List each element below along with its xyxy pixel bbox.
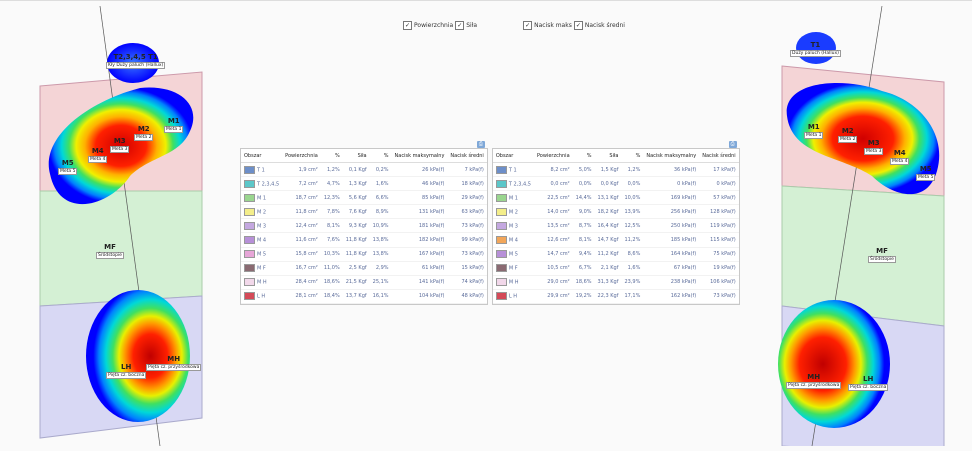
right-zone-m2 bbox=[838, 128, 857, 143]
left-zone-m2 bbox=[134, 126, 153, 141]
table-row[interactable] bbox=[493, 289, 739, 303]
table-row[interactable] bbox=[493, 247, 739, 261]
table-cell-area bbox=[241, 275, 282, 289]
table-cell-p1: 12,3% bbox=[321, 191, 343, 205]
right-foot-map bbox=[772, 6, 972, 446]
table-cell-pavg: 128 kPa(f) bbox=[699, 205, 738, 219]
table-cell-area bbox=[241, 163, 282, 177]
table-cell-surface: 11,8 cm² bbox=[282, 205, 321, 219]
table-cell-area bbox=[241, 191, 282, 205]
table-cell-force: 7,6 Kgf bbox=[343, 205, 370, 219]
color-swatch bbox=[244, 264, 255, 272]
table-cell-pmax: 167 kPa(f) bbox=[392, 247, 448, 261]
table-cell-p1: 14,4% bbox=[573, 191, 595, 205]
checkbox-avg-pressure[interactable] bbox=[574, 21, 625, 30]
zone-name: Śródstopie bbox=[870, 257, 894, 262]
table-row[interactable] bbox=[493, 261, 739, 275]
table-cell-p1: 18,6% bbox=[573, 275, 595, 289]
table-cell-surface: 1,9 cm² bbox=[282, 163, 321, 177]
right-foot-table bbox=[492, 141, 740, 305]
table-cell-p1: 10,3% bbox=[321, 247, 343, 261]
table-cell-pavg: 19 kPa(f) bbox=[699, 261, 738, 275]
area-label: M 2 bbox=[257, 209, 267, 216]
color-swatch bbox=[496, 222, 507, 230]
table-cell-area bbox=[241, 233, 282, 247]
left-foot-map bbox=[30, 6, 230, 446]
table-cell-p2: 8,9% bbox=[370, 205, 392, 219]
color-swatch bbox=[244, 278, 255, 286]
table-cell-pavg: 99 kPa(f) bbox=[447, 233, 486, 247]
table-row[interactable] bbox=[241, 247, 487, 261]
table-cell-force: 11,8 Kgf bbox=[343, 233, 370, 247]
checkbox-label: Nacisk maks bbox=[534, 22, 572, 29]
zone-code: M2 bbox=[137, 125, 150, 133]
table-cell-pmax: 85 kPa(f) bbox=[392, 191, 448, 205]
table-cell-p1: 5,0% bbox=[573, 163, 595, 177]
table-cell-pmax: 181 kPa(f) bbox=[392, 219, 448, 233]
table-cell-pavg: 18 kPa(f) bbox=[447, 177, 486, 191]
table-cell-pavg: 0 kPa(f) bbox=[699, 177, 738, 191]
table-cell-pavg: 74 kPa(f) bbox=[447, 275, 486, 289]
zone-code: M5 bbox=[919, 165, 932, 173]
table-cell-p1: 4,7% bbox=[321, 177, 343, 191]
table-cell-pavg: 17 kPa(f) bbox=[699, 163, 738, 177]
table-cell-area bbox=[493, 205, 534, 219]
right-zone-m4 bbox=[890, 150, 909, 165]
zone-code: LH bbox=[863, 375, 874, 383]
table-cell-surface: 0,0 cm² bbox=[534, 177, 573, 191]
col-area: Obszar bbox=[493, 149, 534, 163]
table-cell-pavg: 48 kPa(f) bbox=[447, 289, 486, 303]
table-cell-surface: 28,4 cm² bbox=[282, 275, 321, 289]
table-cell-area bbox=[241, 247, 282, 261]
area-label: M H bbox=[257, 279, 267, 286]
zone-name: Meta 1 bbox=[166, 127, 182, 132]
color-swatch bbox=[496, 180, 507, 188]
table-cell-p1: 11,0% bbox=[321, 261, 343, 275]
table-cell-pavg: 119 kPa(f) bbox=[699, 219, 738, 233]
table-cell-force: 5,6 Kgf bbox=[343, 191, 370, 205]
table-row[interactable] bbox=[241, 177, 487, 191]
table-cell-surface: 11,6 cm² bbox=[282, 233, 321, 247]
table-cell-area bbox=[493, 177, 534, 191]
display-options bbox=[403, 21, 625, 30]
area-label: M 4 bbox=[508, 237, 518, 244]
table-cell-pmax: 131 kPa(f) bbox=[392, 205, 448, 219]
col-pct2: % bbox=[370, 149, 392, 163]
table-cell-force: 22,3 Kgf bbox=[595, 289, 622, 303]
left-zone-mf bbox=[96, 244, 124, 259]
table-cell-p2: 16,1% bbox=[370, 289, 392, 303]
table-cell-pmax: 36 kPa(f) bbox=[643, 163, 699, 177]
table-cell-surface: 14,7 cm² bbox=[534, 247, 573, 261]
left-zone-toes bbox=[106, 54, 165, 69]
zone-name: Pięta cz. boczna bbox=[108, 373, 145, 378]
checkbox-label: Nacisk średni bbox=[584, 22, 625, 29]
zone-name: Kły Duży paluch (Hallux) bbox=[108, 63, 164, 68]
left-foot-pressure-svg bbox=[30, 6, 230, 446]
zone-name: Meta 5 bbox=[60, 169, 76, 174]
col-area: Obszar bbox=[241, 149, 282, 163]
table-cell-p1: 9,0% bbox=[573, 205, 595, 219]
color-swatch bbox=[496, 236, 507, 244]
table-cell-p1: 0,0% bbox=[573, 177, 595, 191]
table-cell-p2: 11,2% bbox=[621, 233, 643, 247]
color-swatch bbox=[496, 194, 507, 202]
table-cell-p1: 8,1% bbox=[573, 233, 595, 247]
table-cell-area bbox=[493, 191, 534, 205]
zone-name: Meta 3 bbox=[866, 149, 882, 154]
zone-name: Meta 4 bbox=[90, 157, 106, 162]
table-cell-pavg: 57 kPa(f) bbox=[699, 191, 738, 205]
table-row[interactable] bbox=[493, 233, 739, 247]
table-cell-force: 1,5 Kgf bbox=[595, 163, 622, 177]
color-swatch bbox=[244, 250, 255, 258]
table-cell-p2: 23,9% bbox=[621, 275, 643, 289]
table-cell-p2: 10,0% bbox=[621, 191, 643, 205]
zone-name: Pięta cz. boczna bbox=[850, 385, 887, 390]
table-cell-p1: 8,7% bbox=[573, 219, 595, 233]
table-cell-pmax: 164 kPa(f) bbox=[643, 247, 699, 261]
table-cell-area bbox=[241, 205, 282, 219]
table-cell-p1: 18,4% bbox=[321, 289, 343, 303]
table-cell-surface: 8,2 cm² bbox=[534, 163, 573, 177]
table-cell-pmax: 0 kPa(f) bbox=[643, 177, 699, 191]
table-row[interactable] bbox=[493, 205, 739, 219]
color-swatch bbox=[496, 292, 507, 300]
color-swatch bbox=[244, 236, 255, 244]
table-cell-surface: 28,1 cm² bbox=[282, 289, 321, 303]
table-cell-p1: 6,7% bbox=[573, 261, 595, 275]
zone-code: T2,3,4,5 T1 bbox=[113, 53, 158, 61]
table-row[interactable] bbox=[493, 163, 739, 177]
table-cell-pavg: 73 kPa(f) bbox=[447, 247, 486, 261]
table-cell-force: 0,1 Kgf bbox=[343, 163, 370, 177]
table-cell-p2: 6,6% bbox=[370, 191, 392, 205]
left-zone-mh bbox=[146, 356, 201, 371]
table-cell-surface: 22,5 cm² bbox=[534, 191, 573, 205]
color-swatch bbox=[496, 278, 507, 286]
table-cell-p1: 8,1% bbox=[321, 219, 343, 233]
table-cell-surface: 29,9 cm² bbox=[534, 289, 573, 303]
table-cell-p1: 9,4% bbox=[573, 247, 595, 261]
left-zone-m5 bbox=[58, 160, 77, 175]
table-cell-surface: 16,7 cm² bbox=[282, 261, 321, 275]
right-zone-m1 bbox=[804, 124, 823, 139]
col-pct1: % bbox=[321, 149, 343, 163]
right-zone-m3 bbox=[864, 140, 883, 155]
table-cell-force: 13,1 Kgf bbox=[595, 191, 622, 205]
table-cell-p1: 7,6% bbox=[321, 233, 343, 247]
table-row[interactable] bbox=[241, 275, 487, 289]
col-pavg: Nacisk średni bbox=[447, 149, 486, 163]
checkbox-max-pressure[interactable] bbox=[523, 21, 572, 30]
zone-name: Meta 5 bbox=[918, 175, 934, 180]
right-zone-mf bbox=[868, 248, 896, 263]
zone-name: Meta 1 bbox=[806, 133, 822, 138]
table-cell-surface: 12,4 cm² bbox=[282, 219, 321, 233]
table-cell-area bbox=[241, 219, 282, 233]
col-surface: Powierzchnia bbox=[534, 149, 573, 163]
table-row[interactable] bbox=[493, 275, 739, 289]
left-zone-lh bbox=[106, 364, 146, 379]
table-row[interactable] bbox=[241, 219, 487, 233]
table-row[interactable] bbox=[493, 177, 739, 191]
check-icon: ✓ bbox=[404, 22, 411, 29]
left-zone-m1 bbox=[164, 118, 183, 133]
table-row[interactable] bbox=[241, 205, 487, 219]
table-cell-area bbox=[493, 275, 534, 289]
zone-code: T1 bbox=[810, 41, 821, 49]
color-swatch bbox=[496, 166, 507, 174]
table-cell-pavg: 106 kPa(f) bbox=[699, 275, 738, 289]
checkbox-label: Siła bbox=[466, 22, 478, 29]
table-cell-p2: 25,1% bbox=[370, 275, 392, 289]
table-cell-area bbox=[493, 247, 534, 261]
table-cell-area bbox=[241, 261, 282, 275]
table-cell-p2: 13,8% bbox=[370, 247, 392, 261]
zone-code: MF bbox=[104, 243, 116, 251]
table-cell-force: 14,7 Kgf bbox=[595, 233, 622, 247]
area-label: M 5 bbox=[257, 251, 267, 258]
area-label: T 1 bbox=[257, 167, 265, 174]
table-cell-force: 0,0 Kgf bbox=[595, 177, 622, 191]
col-force: Siła bbox=[343, 149, 370, 163]
area-label: M 4 bbox=[257, 237, 267, 244]
table-cell-area bbox=[493, 289, 534, 303]
table-cell-p1: 7,8% bbox=[321, 205, 343, 219]
table-cell-surface: 29,0 cm² bbox=[534, 275, 573, 289]
right-zone-mh bbox=[786, 374, 841, 389]
col-pct2: % bbox=[621, 149, 643, 163]
table-cell-p2: 12,5% bbox=[621, 219, 643, 233]
color-swatch bbox=[496, 264, 507, 272]
table-cell-p2: 1,6% bbox=[370, 177, 392, 191]
zone-code: M4 bbox=[91, 147, 104, 155]
zone-code: MH bbox=[167, 355, 181, 363]
table-cell-p2: 1,6% bbox=[621, 261, 643, 275]
checkbox-label: Powierzchnia bbox=[414, 22, 454, 29]
table-cell-p2: 13,9% bbox=[621, 205, 643, 219]
table-cell-pavg: 73 kPa(f) bbox=[699, 289, 738, 303]
area-label: L H bbox=[257, 293, 266, 300]
check-icon: ✓ bbox=[575, 22, 581, 29]
area-label: M 1 bbox=[257, 195, 267, 202]
zone-name: Meta 2 bbox=[136, 135, 152, 140]
zone-name: Duży paluch (Hallux) bbox=[792, 51, 839, 56]
table-cell-force: 1,3 Kgf bbox=[343, 177, 370, 191]
table-cell-pmax: 26 kPa(f) bbox=[392, 163, 448, 177]
check-icon: ✓ bbox=[457, 22, 463, 29]
table-cell-pavg: 29 kPa(f) bbox=[447, 191, 486, 205]
table-cell-area bbox=[493, 219, 534, 233]
table-cell-force: 13,7 Kgf bbox=[343, 289, 370, 303]
table-cell-p1: 1,2% bbox=[321, 163, 343, 177]
table-cell-pmax: 141 kPa(f) bbox=[392, 275, 448, 289]
table-cell-pavg: 7 kPa(f) bbox=[447, 163, 486, 177]
stats-tables bbox=[240, 141, 740, 305]
left-zone-m3 bbox=[110, 138, 129, 153]
col-pmax: Nacisk maksymalny bbox=[392, 149, 448, 163]
table-cell-p1: 18,6% bbox=[321, 275, 343, 289]
zone-name: Śródstopie bbox=[98, 253, 122, 258]
table-cell-force: 18,2 Kgf bbox=[595, 205, 622, 219]
table-row[interactable] bbox=[493, 219, 739, 233]
zone-code: LH bbox=[121, 363, 132, 371]
table-cell-pmax: 182 kPa(f) bbox=[392, 233, 448, 247]
table-cell-p2: 2,9% bbox=[370, 261, 392, 275]
zone-code: M4 bbox=[893, 149, 906, 157]
table-cell-area bbox=[241, 289, 282, 303]
zone-code: M3 bbox=[867, 139, 880, 147]
table-cell-pmax: 67 kPa(f) bbox=[643, 261, 699, 275]
area-label: L H bbox=[508, 293, 517, 300]
table-cell-pmax: 61 kPa(f) bbox=[392, 261, 448, 275]
color-swatch bbox=[244, 194, 255, 202]
area-label: T 2,3,4,5 bbox=[257, 181, 280, 188]
table-cell-pmax: 104 kPa(f) bbox=[392, 289, 448, 303]
table-row[interactable] bbox=[241, 191, 487, 205]
table-row[interactable] bbox=[241, 289, 487, 303]
left-zone-m4 bbox=[88, 148, 107, 163]
table-row[interactable] bbox=[493, 191, 739, 205]
zone-name: Meta 3 bbox=[112, 147, 128, 152]
col-pct1: % bbox=[573, 149, 595, 163]
table-cell-surface: 14,0 cm² bbox=[534, 205, 573, 219]
right-zone-t1 bbox=[790, 42, 841, 57]
table-cell-p2: 1,2% bbox=[621, 163, 643, 177]
zone-name: Pięta cz. przyśrodkowa bbox=[148, 365, 200, 370]
table-cell-surface: 18,7 cm² bbox=[282, 191, 321, 205]
table-cell-area bbox=[493, 163, 534, 177]
table-cell-pmax: 169 kPa(f) bbox=[643, 191, 699, 205]
table-cell-area bbox=[241, 177, 282, 191]
table-cell-surface: 10,5 cm² bbox=[534, 261, 573, 275]
table-cell-force: 2,5 Kgf bbox=[343, 261, 370, 275]
area-label: M 3 bbox=[508, 223, 518, 230]
area-label: T 1 bbox=[508, 167, 517, 174]
table-header-row bbox=[493, 149, 739, 163]
checkbox-force[interactable] bbox=[455, 21, 477, 30]
table-row[interactable] bbox=[241, 233, 487, 247]
table-cell-surface: 15,8 cm² bbox=[282, 247, 321, 261]
zone-name: Meta 2 bbox=[840, 137, 856, 142]
col-surface: Powierzchnia bbox=[282, 149, 321, 163]
checkbox-surface[interactable] bbox=[403, 21, 453, 30]
area-label: M 1 bbox=[508, 195, 518, 202]
table-cell-pmax: 256 kPa(f) bbox=[643, 205, 699, 219]
table-cell-pmax: 46 kPa(f) bbox=[392, 177, 448, 191]
table-cell-force: 31,3 Kgf bbox=[595, 275, 622, 289]
color-swatch bbox=[244, 208, 255, 216]
table-cell-force: 21,5 Kgf bbox=[343, 275, 370, 289]
zone-code: MH bbox=[807, 373, 821, 381]
zone-code: MF bbox=[876, 247, 888, 255]
zone-code: M5 bbox=[61, 159, 74, 167]
right-zone-m5 bbox=[916, 166, 935, 181]
table-cell-p2: 13,8% bbox=[370, 233, 392, 247]
table-cell-surface: 13,5 cm² bbox=[534, 219, 573, 233]
col-pmax: Nacisk maksymalny bbox=[643, 149, 699, 163]
area-label: M F bbox=[508, 265, 518, 272]
area-label: M 3 bbox=[257, 223, 267, 230]
table-cell-p2: 0,2% bbox=[370, 163, 392, 177]
zone-code: M1 bbox=[807, 123, 820, 131]
table-cell-pavg: 115 kPa(f) bbox=[699, 233, 738, 247]
left-stats-table bbox=[241, 149, 487, 304]
table-cell-surface: 12,6 cm² bbox=[534, 233, 573, 247]
area-label: M H bbox=[508, 279, 519, 286]
table-cell-pmax: 250 kPa(f) bbox=[643, 219, 699, 233]
right-zone-lh bbox=[848, 376, 888, 391]
zone-code: M1 bbox=[167, 117, 180, 125]
table-cell-area bbox=[493, 261, 534, 275]
table-cell-p2: 0,0% bbox=[621, 177, 643, 191]
table-cell-force: 9,3 Kgf bbox=[343, 219, 370, 233]
table-cell-pmax: 185 kPa(f) bbox=[643, 233, 699, 247]
area-label: M F bbox=[257, 265, 266, 272]
zone-name: Pięta cz. przyśrodkowa bbox=[788, 383, 840, 388]
color-swatch bbox=[244, 180, 255, 188]
check-icon: ✓ bbox=[525, 22, 531, 29]
table-cell-surface: 7,2 cm² bbox=[282, 177, 321, 191]
table-header-row bbox=[241, 149, 487, 163]
table-cell-force: 11,2 Kgf bbox=[595, 247, 622, 261]
table-cell-p1: 19,2% bbox=[573, 289, 595, 303]
color-swatch bbox=[496, 250, 507, 258]
table-cell-p2: 17,1% bbox=[621, 289, 643, 303]
table-cell-force: 11,8 Kgf bbox=[343, 247, 370, 261]
color-swatch bbox=[496, 208, 507, 216]
area-label: T 2,3,4,5 bbox=[508, 181, 531, 188]
table-cell-area bbox=[493, 233, 534, 247]
table-row[interactable] bbox=[241, 261, 487, 275]
color-swatch bbox=[244, 292, 255, 300]
table-cell-pavg: 75 kPa(f) bbox=[699, 247, 738, 261]
zone-name: Meta 4 bbox=[892, 159, 908, 164]
color-swatch bbox=[244, 166, 255, 174]
color-swatch bbox=[244, 222, 255, 230]
zone-code: M3 bbox=[113, 137, 126, 145]
right-stats-table bbox=[493, 149, 739, 304]
col-pavg: Nacisk średni bbox=[699, 149, 738, 163]
table-cell-p2: 8,6% bbox=[621, 247, 643, 261]
print-icon[interactable]: ⎙ bbox=[478, 141, 483, 147]
area-label: M 2 bbox=[508, 209, 518, 216]
table-cell-pmax: 162 kPa(f) bbox=[643, 289, 699, 303]
table-cell-force: 2,1 Kgf bbox=[595, 261, 622, 275]
table-cell-pavg: 73 kPa(f) bbox=[447, 219, 486, 233]
table-cell-pavg: 15 kPa(f) bbox=[447, 261, 486, 275]
table-row[interactable] bbox=[241, 163, 487, 177]
table-cell-pmax: 238 kPa(f) bbox=[643, 275, 699, 289]
left-foot-table bbox=[240, 141, 488, 305]
print-icon[interactable]: ⎙ bbox=[730, 141, 735, 147]
area-label: M 5 bbox=[508, 251, 518, 258]
table-cell-p2: 10,9% bbox=[370, 219, 392, 233]
table-cell-pavg: 63 kPa(f) bbox=[447, 205, 486, 219]
col-force: Siła bbox=[595, 149, 622, 163]
zone-code: M2 bbox=[841, 127, 854, 135]
table-cell-force: 16,4 Kgf bbox=[595, 219, 622, 233]
